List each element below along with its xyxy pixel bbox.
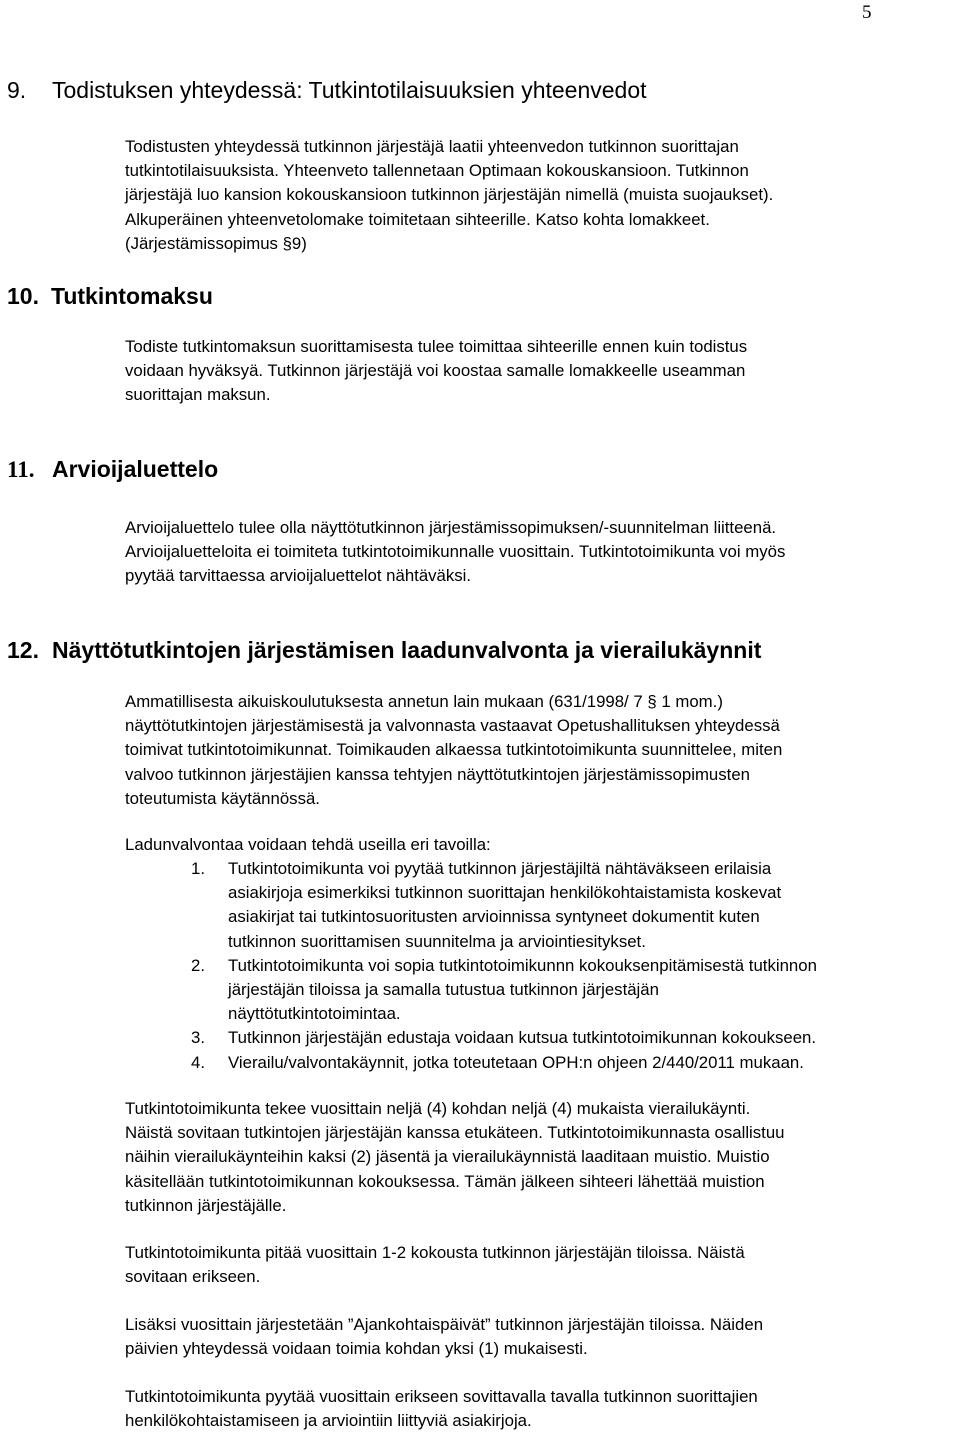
text-line: näyttötutkintotoimintaa.: [228, 1004, 401, 1024]
list-marker: 1.: [191, 859, 205, 878]
list-marker: 3.: [191, 1028, 205, 1048]
list-item: [125, 1026, 960, 1050]
section-10-heading: [7, 282, 213, 310]
text-line: Vierailu/valvontakäynnit, jotka toteutetaan OPH:n ohjeen 2/440/2011 mukaan.: [228, 1052, 804, 1072]
text-line: valvoo tutkinnon järjestäjien kanssa tehtyjen näyttötutkintojen järjestämissopimusten: [125, 764, 750, 784]
text-line: järjestäjän tiloissa ja samalla tutustua tutkinnon järjestäjän: [228, 980, 659, 1000]
text-line: näyttötutkintojen järjestämisestä ja valvonnasta vastaavat Opetushallituksen yhteydessä: [125, 716, 780, 736]
text-line: Lisäksi vuosittain järjestetään ”Ajankohtaispäivät” tutkinnon järjestäjän tiloissa. Näiden: [125, 1315, 764, 1334]
text-line: toteutumista käytännössä.: [125, 788, 320, 808]
text-line: Näistä sovitaan tutkintojen järjestäjän kanssa etukäteen. Tutkintotoimikunnasta osallistuu: [125, 1123, 785, 1143]
text-line: toimivat tutkintotoimikunnat. Toimikauden alkaessa tutkintotoimikunta suunnittelee, miten: [125, 740, 783, 760]
visits-paragraph: [125, 1097, 955, 1218]
text-line: Todistusten yhteydessä tutkinnon järjestäjä laatii yhteenvedon tutkinnon suorittajan: [125, 137, 739, 156]
text-line: järjestäjä luo kansion kokouskansioon tutkinnon järjestäjän nimellä (muista suojaukset).: [125, 185, 774, 205]
text-line: Tutkintotoimikunta pyytää vuosittain erikseen sovittavalla tavalla tutkinnon suorittajien: [125, 1387, 758, 1406]
text-line: sovitaan erikseen.: [125, 1267, 261, 1287]
list-intro: [125, 833, 955, 857]
text-line: Ladunvalvontaa voidaan tehdä useilla eri tavoilla:: [125, 835, 491, 854]
text-line: voidaan hyväksyä. Tutkinnon järjestäjä voi koostaa samalle lomakkeelle useamman: [125, 361, 746, 381]
text-line: Tutkintotoimikunta pitää vuosittain 1-2 kokousta tutkinnon järjestäjän tiloissa. Näistä: [125, 1243, 745, 1262]
text-line: päivien yhteydessä voidaan toimia kohdan yksi (1) mukaisesti.: [125, 1339, 588, 1359]
text-line: Tutkintotoimikunta voi sopia tutkintotoimikunnn kokouksenpitämisestä tutkinnon: [228, 955, 817, 975]
section-10-number: 10.: [7, 283, 39, 309]
section-12-heading: [7, 636, 761, 664]
text-line: Tutkintotoimikunta voi pyytää tutkinnon järjestäjiltä nähtäväkseen erilaisia: [228, 859, 772, 878]
page-number: 5: [862, 2, 872, 23]
text-line: tutkinnon suorittamisen suunnitelma ja arviointiesitykset.: [228, 931, 646, 951]
section-9-number: 9.: [7, 77, 27, 103]
list-marker: 2.: [191, 955, 205, 975]
text-line: Arvioijaluettelo tulee olla näyttötutkinnon järjestämissopimuksen/-suunnitelman liitteenä.: [125, 518, 777, 537]
list-marker: 4.: [191, 1052, 205, 1072]
text-line: Tutkintotoimikunta tekee vuosittain neljä (4) kohdan neljä (4) mukaista vierailukäynti.: [125, 1099, 751, 1118]
section-9-title: Todistuksen yhteydessä: Tutkintotilaisuuksien yhteenvedot: [52, 77, 647, 103]
text-line: (Järjestämissopimus §9): [125, 233, 307, 253]
days-paragraph: [125, 1313, 955, 1361]
numbered-list: [125, 857, 960, 1075]
section-10-title: Tutkintomaksu: [51, 283, 213, 309]
text-line: näihin vierailukäynteihin kaksi (2) jäsentä ja vierailukäynnistä laaditaan muistio. Muistio: [125, 1147, 770, 1167]
section-11-paragraph: [125, 516, 955, 589]
section-12-title: Näyttötutkintojen järjestämisen laadunvalvonta ja vierailukäynnit: [52, 637, 762, 663]
text-line: tutkintotilaisuuksista. Yhteenveto tallennetaan Optimaan kokouskansioon. Tutkinnon: [125, 161, 749, 181]
section-12-intro-paragraph: [125, 690, 955, 811]
section-11-heading: [7, 455, 218, 484]
requests-paragraph: [125, 1385, 955, 1433]
section-9-paragraph: [125, 135, 955, 256]
text-line: henkilökohtaistamiseen ja arviointiin liittyviä asiakirjoja.: [125, 1411, 532, 1431]
text-line: Arvioijaluetteloita ei toimiteta tutkintotoimikunnalle vuosittain. Tutkintotoimikunta voi myös: [125, 542, 786, 562]
section-10-paragraph: [125, 335, 955, 408]
text-line: Alkuperäinen yhteenvetolomake toimitetaan sihteerille. Katso kohta lomakkeet.: [125, 209, 710, 229]
text-line: suorittajan maksun.: [125, 385, 271, 405]
list-item: [125, 857, 960, 954]
section-12-number: 12.: [7, 637, 39, 663]
list-item: [125, 954, 960, 1027]
text-line: Todiste tutkintomaksun suorittamisesta tulee toimittaa sihteerille ennen kuin todistus: [125, 337, 748, 356]
text-line: pyytää tarvittaessa arvioijaluettelot nähtäväksi.: [125, 566, 472, 586]
section-11-number: 11.: [7, 457, 35, 482]
section-9-heading: [7, 76, 647, 104]
meetings-paragraph: [125, 1241, 955, 1289]
list-item: [125, 1051, 960, 1075]
section-11-title: Arvioijaluettelo: [52, 456, 219, 482]
text-line: tutkinnon järjestäjälle.: [125, 1195, 287, 1215]
text-line: asiakirjoja esimerkiksi tutkinnon suorittajan henkilökohtaistamista koskevat: [228, 883, 782, 903]
text-line: Ammatillisesta aikuiskoulutuksesta annetun lain mukaan (631/1998/ 7 § 1 mom.): [125, 692, 723, 711]
text-line: käsitellään tutkintotoimikunnan kokouksessa. Tämän jälkeen sihteeri lähettää muistion: [125, 1171, 765, 1191]
text-line: Tutkinnon järjestäjän edustaja voidaan kutsua tutkintotoimikunnan kokoukseen.: [228, 1028, 817, 1048]
text-line: asiakirjat tai tutkintosuoritusten arvioinnissa syntyneet dokumentit kuten: [228, 907, 760, 927]
